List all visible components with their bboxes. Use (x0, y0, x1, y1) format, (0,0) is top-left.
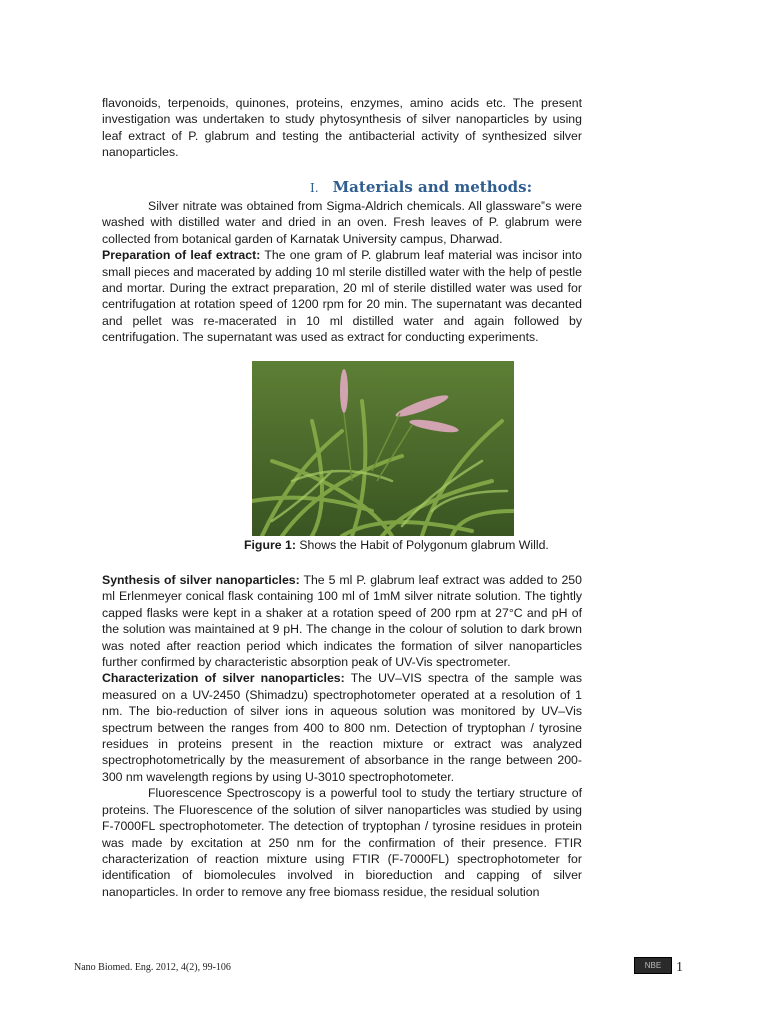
section-number: I. (310, 181, 319, 195)
synthesis-block (102, 572, 582, 900)
intro-text: flavonoids, terpenoids, quinones, proteins, enzymes, amino acids etc. The present investigation was undertaken to study phytosynthesis of silver nanoparticles by using leaf extract of P. glabrum and testing the antibacterial activity of synthesized silver nanoparticles. (102, 96, 582, 160)
figure-caption-text: Shows the Habit of Polygonum glabrum Willd. (295, 538, 549, 552)
intro-paragraph (102, 95, 582, 161)
plant-habit-illustration (252, 361, 514, 536)
characterization-paragraph (102, 670, 582, 785)
preparation-text: The one gram of P. glabrum leaf material was incisor into small pieces and macerated by adding 10 ml sterile distilled water with the help of pestle and mortar. During the extract preparation, 20 ml of sterile distilled water was used for centrifugation at rotation speed of 1200 rpm for 20 min. The supernatant was decanted and pellet was re-macerated in 10 ml distilled water and again followed by centrifugation. The supernatant was used as extract for conducting experiments. (102, 248, 582, 345)
synthesis-text: The 5 ml P. glabrum leaf extract was added to 250 ml Erlenmeyer conical flask containing 100 ml of 1mM silver nitrate solution. The tightly capped flasks were kept in a shaker at a rotation speed of 200 rpm at 27°C and pH of the solution was maintained at 9 pH. The change in the colour of solution to dark brown was noted after reaction period which indicates the formation of silver nanoparticles further confirmed by characteristic absorption peak of UV-Vis spectrometer. (102, 573, 582, 670)
page-number: 1 (676, 960, 683, 975)
materials-paragraph: Silver nitrate was obtained from Sigma-Aldrich chemicals. All glassware‟s were washed with distilled water and dried in an oven. Fresh leaves of P. glabrum were collected from botanical garden of Karnatak University campus, Dharwad. (102, 199, 582, 246)
characterization-label: Characterization of silver nanoparticles: (102, 671, 345, 686)
preparation-paragraph (102, 247, 582, 345)
methods-block (102, 198, 582, 346)
section-heading (310, 177, 532, 196)
fluorescence-paragraph: Fluorescence Spectroscopy is a powerful tool to study the tertiary structure of proteins. The Fluorescence of the solution of silver nanoparticles was studied by using F-7000FL spectrophotometer. The detection of tryptophan / tyrosine residues in protein was made by excitation at 250 nm for the confirmation of their presence. FTIR characterization of reaction mixture using FTIR (F-7000FL) spectrophotometer for identification of biomolecules involved in bioreduction and capping of silver nanoparticles. In order to remove any free biomass residue, the residual solution (102, 786, 582, 899)
section-title: Materials and methods: (332, 178, 533, 196)
characterization-text: The UV–VIS spectra of the sample was measured on a UV-2450 (Shimadzu) spectrophotometer operated at a resolution of 1 nm. The bio-reduction of silver ions in aqueous solution was monitored by UV–Vis spectrum between the ranges from 400 to 800 nm. Detection of tryptophan / tyrosine residues in proteins present in the reaction mixture or extract was analyzed spectrophotometrically by the measurement of absorbance in the range between 200-300 nm wavelength regions by using U-3010 spectrophotometer. (102, 671, 582, 784)
figure-caption-label: Figure 1: (244, 538, 296, 552)
figure-caption (244, 538, 549, 552)
synthesis-label: Synthesis of silver nanoparticles: (102, 573, 300, 587)
synthesis-paragraph (102, 572, 582, 670)
footer-citation: Nano Biomed. Eng. 2012, 4(2), 99-106 (74, 962, 231, 973)
figure-image (252, 361, 514, 536)
preparation-label: Preparation of leaf extract: (102, 248, 261, 263)
journal-logo-box: NBE (634, 957, 672, 974)
